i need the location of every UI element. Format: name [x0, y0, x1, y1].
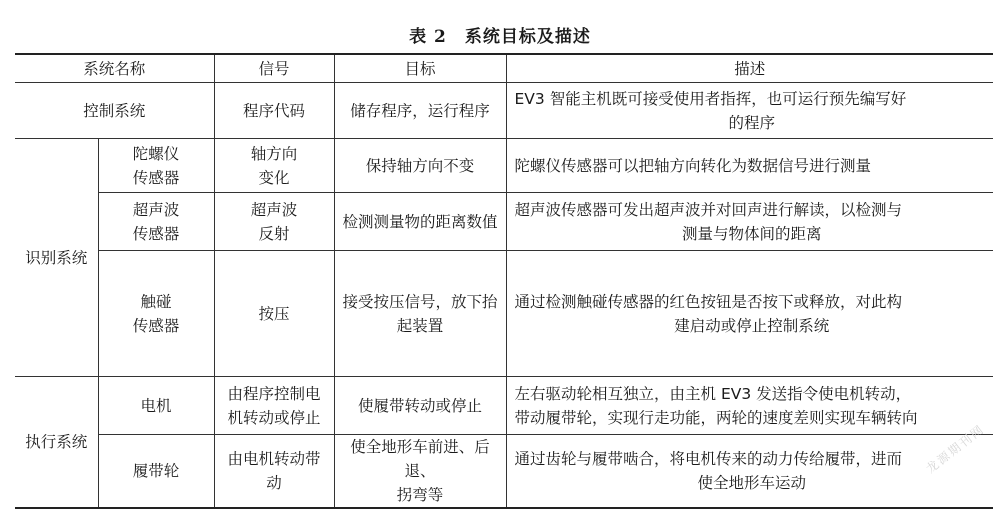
signal-cell	[214, 139, 334, 193]
goal-line: 拐弯等	[396, 486, 444, 504]
signal-line: 反射	[258, 224, 290, 243]
component-line: 触碰	[140, 292, 172, 311]
system-name-cell: 识别系统	[15, 139, 98, 377]
description-line: 的程序	[728, 113, 776, 132]
description-line: 建启动或停止控制系统	[674, 316, 830, 335]
signal-cell	[214, 193, 334, 251]
component-line: 传感器	[132, 316, 180, 335]
description-cell	[506, 193, 993, 251]
description-cell	[506, 377, 993, 435]
goal-line: 接受按压信号，放下抬	[342, 292, 498, 311]
system-name-cell: 控制系统	[15, 83, 214, 139]
goal-cell: 检测测量物的距离数值	[334, 193, 506, 251]
goal-line: 起装置	[396, 316, 444, 335]
goal-cell	[334, 435, 506, 509]
goal-cell: 使履带转动或停止	[334, 377, 506, 435]
description-line: 测量与物体间的距离	[682, 224, 822, 243]
table-row	[15, 193, 993, 251]
signal-cell	[214, 435, 334, 509]
description-cell	[506, 251, 993, 377]
table-row	[15, 83, 993, 139]
description-line: EV3 智能主机既可接受使用者指挥，也可运行预先编写好	[514, 89, 907, 108]
table-row	[15, 435, 993, 509]
component-line: 超声波	[132, 200, 180, 219]
description-line: 超声波传感器可发出超声波并对回声进行解读，以检测与	[514, 200, 903, 219]
signal-cell: 程序代码	[214, 83, 334, 139]
signal-line: 动	[266, 474, 282, 492]
system-goals-table	[15, 53, 993, 509]
description-cell: 陀螺仪传感器可以把轴方向转化为数据信号进行测量	[506, 139, 993, 193]
table-row	[15, 251, 993, 377]
description-cell	[506, 83, 993, 139]
description-line: 通过齿轮与履带啮合，将电机传来的动力传给履带，进而	[514, 450, 903, 468]
table-row	[15, 139, 993, 193]
goal-cell	[334, 251, 506, 377]
signal-line: 由电机转动带	[227, 450, 321, 468]
description-cell	[506, 435, 993, 509]
component-cell: 电机	[98, 377, 214, 435]
table-row	[15, 377, 993, 435]
header-description: 描述	[506, 54, 993, 83]
goal-cell: 保持轴方向不变	[334, 139, 506, 193]
header-goal: 目标	[334, 54, 506, 83]
description-line: 使全地形车运动	[697, 474, 807, 492]
description-line: 带动履带轮，实现行走功能，两轮的速度差则实现车辆转向	[514, 408, 918, 427]
signal-line: 变化	[258, 168, 290, 187]
description-line: 通过检测触碰传感器的红色按钮是否按下或释放，对此构	[514, 292, 903, 311]
watermark: 龙源期刊网	[923, 421, 988, 476]
signal-cell: 按压	[214, 251, 334, 377]
goal-cell: 储存程序，运行程序	[334, 83, 506, 139]
component-cell: 履带轮	[98, 435, 214, 509]
system-name-cell: 执行系统	[15, 377, 98, 509]
component-cell	[98, 139, 214, 193]
table-caption: 表 2 系统目标及描述	[409, 27, 591, 47]
component-line: 陀螺仪	[132, 144, 180, 163]
signal-line: 由程序控制电	[227, 384, 321, 403]
component-cell	[98, 193, 214, 251]
goal-line: 使全地形车前进、后退、	[350, 438, 490, 480]
header-signal: 信号	[214, 54, 334, 83]
header-system-name: 系统名称	[15, 54, 214, 83]
signal-line: 超声波	[250, 200, 298, 219]
table-header-row	[15, 54, 993, 83]
component-line: 传感器	[132, 224, 180, 243]
signal-line: 机转动或停止	[227, 408, 321, 427]
component-cell	[98, 251, 214, 377]
signal-line: 轴方向	[250, 144, 298, 163]
description-line: 左右驱动轮相互独立，由主机 EV3 发送指令使电机转动，	[514, 384, 912, 403]
signal-cell	[214, 377, 334, 435]
component-line: 传感器	[132, 168, 180, 187]
